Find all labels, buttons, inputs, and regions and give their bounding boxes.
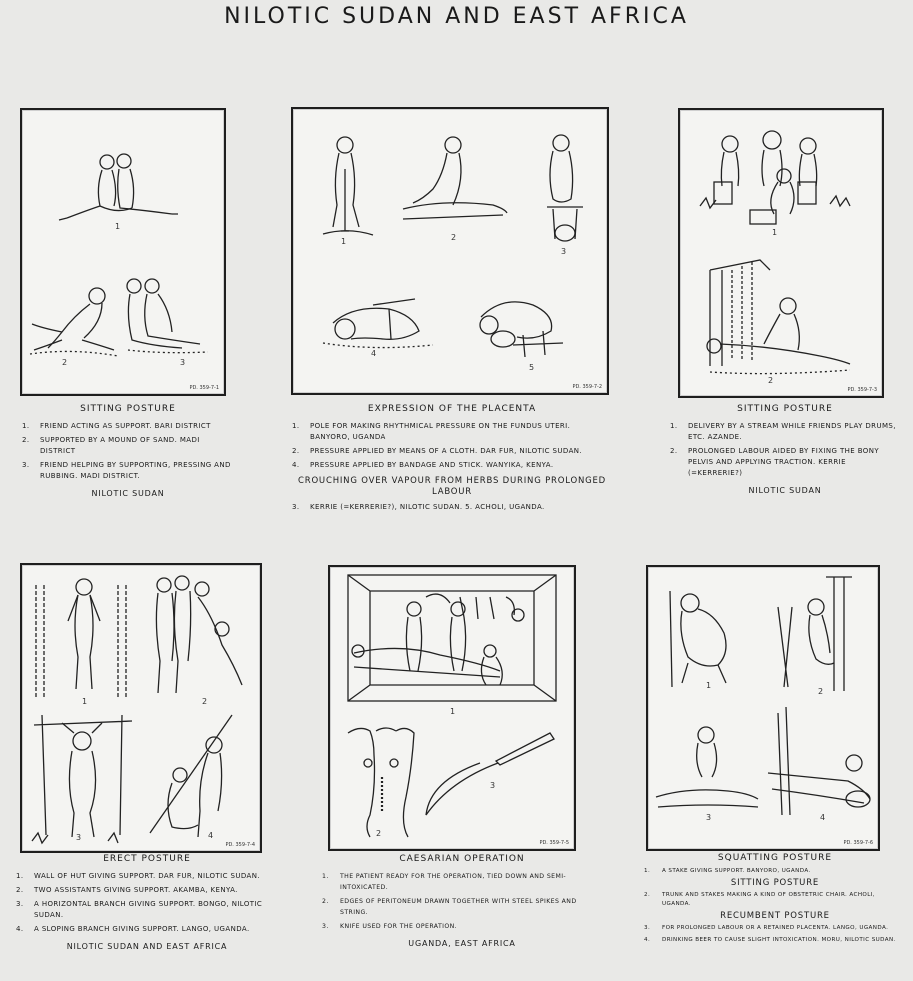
item-text: KERRIE (=KERRERIE?), NILOTIC SUDAN. 5. ACHOLI, UGANDA. <box>310 503 545 511</box>
item-text: POLE FOR MAKING RHYTHMICAL PRESSURE ON THE FUNDUS UTERI. BANYORO, UGANDA <box>310 422 571 441</box>
figure-number: 1 <box>82 697 88 706</box>
illustration-panel-sitting-1 <box>20 108 226 396</box>
item-text: TRUNK AND STAKES MAKING A KIND OF OBSTETRIC CHAIR. ACHOLI, UGANDA. <box>662 892 875 907</box>
item-number: 3. <box>322 923 329 930</box>
figure-number: 1 <box>772 228 778 237</box>
caption-heading: EXPRESSION OF THE PLACENTA <box>367 404 537 414</box>
item-number: 3. <box>16 900 24 908</box>
item-number: 2. <box>670 447 678 455</box>
figure-number: 3 <box>490 781 496 790</box>
caption-heading: SQUATTING POSTURE <box>717 853 833 863</box>
caption-sitting-posture-2 <box>670 404 900 496</box>
item-text: DELIVERY BY A STREAM WHILE FRIENDS PLAY DRUMS, ETC. AZANDE. <box>688 422 896 441</box>
item-text: A HORIZONTAL BRANCH GIVING SUPPORT. BONGO, NILOTIC SUDAN. <box>34 900 263 919</box>
stream-delivery-drawing <box>680 110 882 396</box>
item-text: PRESSURE APPLIED BY MEANS OF A CLOTH. DAR FUR, NILOTIC SUDAN. <box>310 447 583 455</box>
caption-subheading: SITTING POSTURE <box>730 878 820 888</box>
item-text: FRIEND HELPING BY SUPPORTING, PRESSING AND RUBBING. MADI DISTRICT. <box>40 461 231 480</box>
item-text: A STAKE GIVING SUPPORT. BANYORO, UGANDA. <box>662 868 811 874</box>
item-text: PRESSURE APPLIED BY BANDAGE AND STICK. WANYIKA, KENYA. <box>310 461 554 469</box>
plate-number: PD. 359-7-4 <box>225 842 255 848</box>
caption-heading: ERECT POSTURE <box>103 854 191 864</box>
figure-number: 2 <box>376 829 382 838</box>
item-text: FOR PROLONGED LABOUR OR A RETAINED PLACENTA. LANGO, UGANDA. <box>662 925 889 931</box>
figure-number: 5 <box>529 363 535 372</box>
page-title: NILOTIC SUDAN AND EAST AFRICA <box>224 4 689 29</box>
plate-number: PD. 359-7-5 <box>539 840 569 846</box>
figure-number: 3 <box>706 813 712 822</box>
caption-region: NILOTIC SUDAN AND EAST AFRICA <box>66 942 228 951</box>
plate-number: PD. 359-7-3 <box>847 387 877 393</box>
figure-number: 2 <box>62 358 68 367</box>
item-text: EDGES OF PERITONEUM DRAWN TOGETHER WITH STEEL SPIKES AND STRING. <box>340 898 577 916</box>
caption-heading: SITTING POSTURE <box>80 404 176 414</box>
item-number: 1. <box>16 872 24 880</box>
item-number: 2. <box>322 898 329 905</box>
item-number: 3. <box>644 925 651 931</box>
item-number: 1. <box>22 422 30 430</box>
caption-subheading: RECUMBENT POSTURE <box>720 911 830 921</box>
erect-posture-drawing <box>22 565 260 851</box>
figure-number: 4 <box>371 349 377 358</box>
squatting-recumbent-drawing <box>648 567 878 849</box>
sitting-posture-drawing <box>22 110 224 394</box>
figure-number: 3 <box>180 358 186 367</box>
figure-number: 4 <box>820 813 826 822</box>
figure-number: 1 <box>706 681 712 690</box>
figure-number: 2 <box>818 687 824 696</box>
item-number: 4. <box>16 925 24 933</box>
caption-region: NILOTIC SUDAN <box>748 486 822 495</box>
item-number: 2. <box>644 892 651 898</box>
figure-number: 1 <box>341 237 347 246</box>
figure-number: 3 <box>561 247 567 256</box>
caption-erect-posture <box>16 854 278 952</box>
item-number: 2. <box>16 886 24 894</box>
caption-heading: CAESARIAN OPERATION <box>399 854 525 864</box>
plate-number: PD. 359-7-2 <box>572 384 602 390</box>
item-text: PROLONGED LABOUR AIDED BY FIXING THE BONY PELVIS AND APPLYING TRACTION. KERRIE (=KERRERIE?) <box>688 447 880 477</box>
item-text: TWO ASSISTANTS GIVING SUPPORT. AKAMBA, KENYA. <box>34 886 238 894</box>
item-number: 1. <box>644 868 651 874</box>
item-number: 2. <box>22 436 30 444</box>
item-text: WALL OF HUT GIVING SUPPORT. DAR FUR, NILOTIC SUDAN. <box>34 872 261 880</box>
caption-sitting-posture-1 <box>22 404 234 499</box>
illustration-panel-sitting-2 <box>678 108 884 398</box>
caption-region: NILOTIC SUDAN <box>91 489 165 498</box>
item-number: 1. <box>292 422 300 430</box>
item-text: SUPPORTED BY A MOUND OF SAND. MADI DISTRICT <box>40 436 200 455</box>
figure-number: 1 <box>450 707 456 716</box>
caption-region: UGANDA, EAST AFRICA <box>408 939 516 948</box>
figure-number: 1 <box>115 222 121 231</box>
item-number: 4. <box>292 461 300 469</box>
caption-squatting-sitting-recumbent <box>644 854 906 948</box>
caption-subheading: CROUCHING OVER VAPOUR FROM HERBS DURING PROLONGED LABOUR <box>298 476 606 497</box>
illustration-panel-squatting <box>646 565 880 851</box>
item-number: 1. <box>670 422 678 430</box>
figure-number: 3 <box>76 833 82 842</box>
figure-number: 2 <box>202 697 208 706</box>
item-text: A SLOPING BRANCH GIVING SUPPORT. LANGO, UGANDA. <box>34 925 250 933</box>
caption-caesarian-operation <box>322 854 602 949</box>
illustration-panel-erect <box>20 563 262 853</box>
caption-expression-of-placenta <box>292 404 612 516</box>
illustration-panel-placenta <box>291 107 609 395</box>
placenta-expression-drawing <box>293 109 607 393</box>
figure-number: 2 <box>451 233 457 242</box>
plate-number: PD. 359-7-1 <box>189 385 219 391</box>
item-number: 2. <box>292 447 300 455</box>
item-number: 3. <box>292 503 300 511</box>
item-text: THE PATIENT READY FOR THE OPERATION, TIED DOWN AND SEMI-INTOXICATED. <box>340 873 567 891</box>
item-number: 4. <box>644 937 651 943</box>
plate-number: PD. 359-7-6 <box>843 840 873 846</box>
illustration-panel-caesarian <box>328 565 576 851</box>
item-text: KNIFE USED FOR THE OPERATION. <box>340 923 458 930</box>
figure-number: 4 <box>208 831 214 840</box>
caption-heading: SITTING POSTURE <box>737 404 833 414</box>
item-text: DRINKING BEER TO CAUSE SLIGHT INTOXICATION. MORU, NILOTIC SUDAN. <box>662 937 896 943</box>
item-number: 3. <box>22 461 30 469</box>
item-text: FRIEND ACTING AS SUPPORT. BARI DISTRICT <box>40 422 211 430</box>
figure-number: 2 <box>768 376 774 385</box>
item-number: 1. <box>322 873 329 880</box>
